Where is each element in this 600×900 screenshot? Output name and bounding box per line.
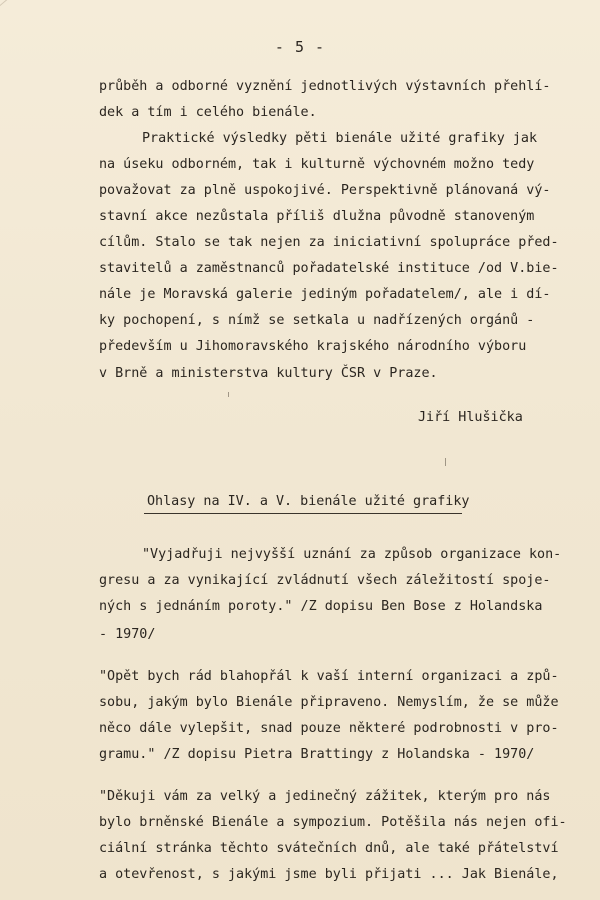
text-line: - 1970/ — [99, 627, 156, 642]
text-line: ných s jednáním poroty." /Z dopisu Ben Bose z Holandska — [99, 599, 543, 614]
page-number: - 5 - — [274, 38, 326, 56]
text-line: považovat za plně uspokojivé. Perspektivně plánovaná vý- — [99, 183, 551, 198]
text-line: v Brně a ministerstva kultury ČSR v Praze. — [99, 366, 438, 381]
text-line: Praktické výsledky pěti bienále užité grafiky jak — [142, 131, 538, 146]
text-line: ky pochopení, s nímž se setkala u nadřízených orgánů - — [99, 313, 535, 328]
paper-speck — [445, 458, 446, 466]
author-signature: Jiří Hlušička — [418, 410, 523, 425]
paper-speck — [228, 392, 229, 397]
text-line: "Opět bych rád blahopřál k vaší interní organizaci a způ- — [99, 669, 559, 684]
text-line: ciální stránka těchto svátečních dnů, ale také přátelství — [99, 841, 559, 856]
text-line: "Děkuji vám za velký a jedinečný zážitek, kterým pro nás — [99, 789, 551, 804]
text-line: bylo brněnské Bienále a sympozium. Potěšila nás nejen ofi- — [99, 815, 567, 830]
text-line: stavitelů a zaměstnanců pořadatelské instituce /od V.bie- — [99, 261, 559, 276]
text-line: na úseku odborném, tak i kulturně výchovném možno tedy — [99, 157, 535, 172]
text-line: stavní akce nezůstala příliš dlužna původně stanoveným — [99, 209, 535, 224]
text-line: nále je Moravská galerie jediným pořadatelem/, ale i dí- — [99, 287, 551, 302]
text-line: průběh a odborné vyznění jednotlivých výstavních přehlí- — [99, 79, 551, 94]
text-line: sobu, jakým bylo Bienále připraveno. Nemyslím, že se může — [99, 695, 559, 710]
text-line: něco dále vylepšit, snad pouze některé podrobnosti v pro- — [99, 721, 559, 736]
text-line: dek a tím i celého bienále. — [99, 105, 317, 120]
text-line: "Vyjadřuji nejvyšší uznání za způsob organizace kon- — [142, 547, 562, 562]
text-line: cílům. Stalo se tak nejen za iniciativní spolupráce před- — [99, 235, 559, 250]
text-line: a otevřenost, s jakými jsme byli přijati ... Jak Bienále, — [99, 867, 559, 882]
paper-fold-crease — [0, 0, 78, 31]
text-line: gramu." /Z dopisu Pietra Brattingy z Holandska - 1970/ — [99, 747, 535, 762]
text-line: především u Jihomoravského krajského národního výboru — [99, 339, 527, 354]
heading-underline — [144, 513, 462, 514]
text-line: gresu a za vynikající zvládnutí všech záležitostí spoje- — [99, 573, 551, 588]
section-heading: Ohlasy na IV. a V. bienále užité grafiky — [147, 494, 470, 509]
